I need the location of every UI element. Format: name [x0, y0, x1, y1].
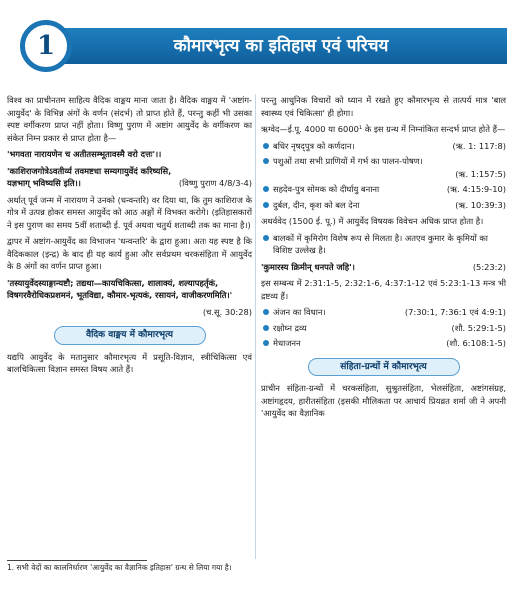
paragraph: अर्थात् पूर्व जन्म में नारायण ने उनको (धन्वन्तरि) वर दिया था, कि तुम काशिराज के गोत्र में उत्पन्न होकर समस्त आयुर्वेद को आठ अङ्गों में विभक्त करोगे। (इतिहासकारों ने इस पुराण का समय 5वीं शताब्दी ई. पूर्व अथवा चतुर्थ शताब्दी तक का माना है।): [7, 194, 252, 230]
list-item: [261, 140, 506, 153]
shloka-text: यज्ञभाग् भविष्यसि इति।।: [7, 178, 81, 188]
paragraph: यद्यपि आयुर्वेद के मतानुसार कौमारभृत्य में प्रसूति-विज्ञान, स्त्रीचिकित्सा एवं बालचिकित्सा विज्ञान समस्त विषय आते हैं।: [7, 351, 252, 374]
paragraph: विश्व का प्राचीनतम साहित्य वैदिक वाङ्मय माना जाता है। वैदिक वाङ्मय में 'अष्टांग-आयुर्वेद' के विभिन्न अंगों के वर्णन (संदर्भ) तो प्राप्त होते हैं, परन्तु कहीं भी उसका स्पष्ट वर्गीकरण प्राप्त नहीं होता। विष्णु पुराण में अष्टांग आयुर्वेद के वर्गीकरण का संकेत निम्न प्रकार से प्राप्त होता है—: [7, 95, 252, 143]
list-item: [261, 337, 506, 350]
list-item-text: बधिर नृषद्पुत्र को कर्णदान।: [273, 140, 355, 151]
shloka-text: 'कुमारस्य क्रिमीन् धनपते जहि'।: [261, 261, 355, 272]
right-column: [261, 94, 506, 424]
title-banner: [55, 28, 507, 64]
list-item: बालकों में कृमिरोग विशेष रूप से मिलता है। अतएव कुमार के कृमियों का विशिष्ट उल्लेख है।: [261, 232, 506, 257]
citation: (शौ. 6:108:1-5): [446, 338, 506, 348]
section-heading: वैदिक वाङ्मय में कौमारभृत्य: [54, 326, 206, 345]
list-item-text: पशुओं तथा सभी प्राणियों में गर्भ का पालन-पोषण।: [273, 156, 423, 166]
left-column: [7, 94, 252, 380]
list-item: [261, 199, 506, 212]
paragraph: परन्तु आधुनिक विचारों को ध्यान में रखते हुए कौमारभृत्य से तात्पर्य मात्र 'बाल स्वास्थ्य एवं चिकित्सा' ही होगा।: [261, 95, 506, 118]
reference-list: [261, 140, 506, 212]
shloka: 'तस्यायुर्वेदस्याङ्गान्यष्टौ; तद्यथा—कायचिकित्सा, शालाक्यं, शल्यापहर्तृकं, विषगरवैरोधिकप्रशमनं, भूतविद्या, कौमार-भृत्यकं, रसायनं, वाजीकरणमिति।': [7, 277, 233, 300]
footnote: 1. सभी वेदों का कालनिर्धारण 'आयुर्वेद का वैज्ञानिक इतिहास' ग्रन्थ से लिया गया है।: [7, 563, 232, 572]
chapter-title: कौमारभृत्य का इतिहास एवं परिचय: [173, 36, 389, 56]
shloka-line: 'काशिराजगोत्रेऽवतीर्य्य तवमष्टधा सम्यगायुर्वेदं करिष्यसि,: [7, 165, 172, 176]
citation: (ऋ. 1: 117:8): [452, 140, 506, 151]
section-heading: संहिता-ग्रन्थों में कौमारभृत्य: [308, 358, 460, 377]
list-item: [261, 183, 506, 196]
citation: (7:30:1, 7:36:1 एवं 4:9:1): [404, 307, 506, 317]
citation: (ऋ. 10:39:3): [455, 199, 506, 210]
list-item: [261, 155, 506, 180]
shloka: 'भगवता नारायणेन च अतीतसम्भूतावस्मै वरो दत्तः'।।: [7, 149, 162, 159]
chapter-number-badge: 1: [20, 20, 72, 72]
list-item-text: मेधाजनन: [273, 338, 301, 348]
shloka-line: [7, 177, 252, 190]
citation: (5:23:2): [472, 261, 506, 272]
paragraph: द्वापर में अष्टांग-आयुर्वेद का विभाजन 'धन्वन्तरि' के द्वारा हुआ। अतः यह स्पष्ट है कि वैदिककाल (इन्द्र) के बाद ही यह कार्य हुआ और सर्वप्रथम चरकसंहिता में आयुर्वेद के 8 अंगों का वर्णन प्राप्त हुआ।: [7, 236, 252, 271]
list-item-text: सहदेव-पुत्र सोमक को दीर्घायु बनाना: [273, 184, 380, 194]
list-item: [261, 306, 506, 319]
citation: (ऋ. 4:15:9-10): [446, 184, 506, 194]
paragraph: ऋग्वेद—ई.पू. 4000 या 6000¹ के इस ग्रन्थ में निम्नांकित सन्दर्भ प्राप्त होते हैं—: [261, 124, 506, 134]
list-item-text: दुर्बल, दीन, कृश को बल देना: [273, 199, 360, 210]
paragraph: इस सम्बन्ध में 2:31:1-5, 2:32:1-6, 4:37:1-12 एवं 5:23:1-13 मन्त्र भी द्रष्टव्य हैं।: [261, 278, 506, 301]
shloka: [7, 165, 252, 190]
list-item: [261, 322, 506, 335]
column-divider: [255, 94, 256, 559]
reference-list: [261, 306, 506, 350]
list-item-text: रक्षोघ्न द्रव्य: [273, 322, 307, 333]
paragraph: प्राचीन संहिता-ग्रन्थों में चरकसंहिता, सुश्रुतसंहिता, भेलसंहिता, अष्टांगसंग्रह, अष्टांगहृदय, हारीतसंहिता (इसकी मौलिकता पर आचार्य प्रियव्रत शर्मा जी ने अपनी 'आयुर्वेद का वैज्ञानिक: [261, 383, 506, 418]
paragraph: अथर्ववेद (1500 ई. पू.) में आयुर्वेद विषयक विवेचन अधिक प्राप्त होता है।: [261, 216, 484, 226]
shloka: [261, 261, 506, 274]
note-list: [261, 232, 506, 257]
chapter-header: [0, 18, 515, 80]
citation: (शौ. 5:29:1-5): [451, 322, 506, 333]
citation: (ऋ. 1:157:5): [455, 168, 506, 179]
citation: (विष्णु पुराण 4/8/3-4): [178, 178, 252, 188]
footnote-rule: [7, 560, 147, 561]
citation: (च.सू. 30:28): [202, 306, 252, 317]
list-item-text: अंजन का विधान।: [273, 307, 326, 317]
